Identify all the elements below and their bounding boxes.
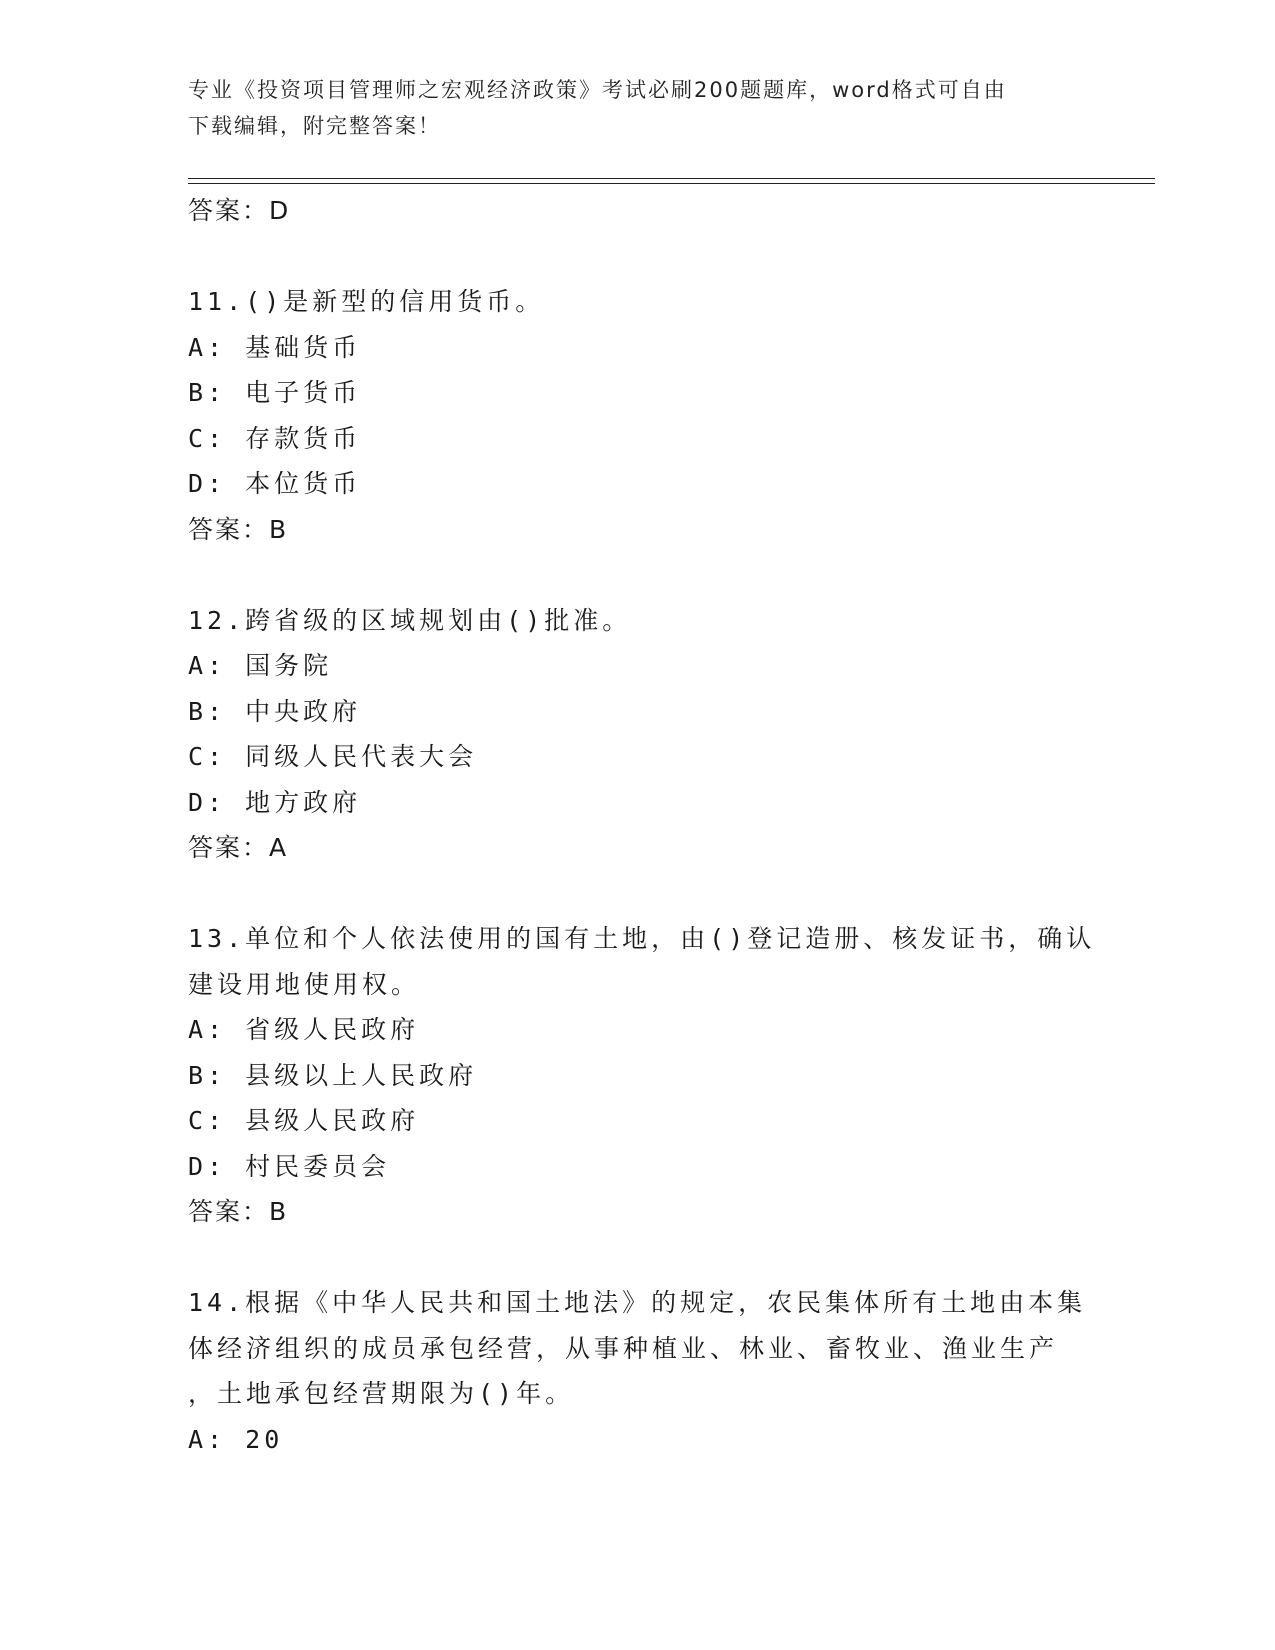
question-text: 14.根据《中华人民共和国土地法》的规定，农民集体所有土地由本集 [188, 1288, 1087, 1317]
header-divider-bottom [188, 183, 1155, 184]
header-divider-top [188, 178, 1155, 179]
option-c: C: 同级人民代表大会 [188, 742, 478, 771]
answer: 答案：B [188, 514, 289, 544]
option-a: A: 省级人民政府 [188, 1015, 420, 1044]
header-line-2: 下载编辑，附完整答案！ [188, 114, 441, 138]
previous-answer: 答案：D [188, 196, 291, 225]
option-d: D: 地方政府 [188, 787, 362, 817]
question-text: 11.()是新型的信用货币。 [188, 287, 545, 316]
question-block [188, 916, 1096, 1235]
option-a: A: 基础货币 [188, 332, 362, 362]
option-b: B: 中央政府 [188, 696, 362, 726]
option-c: C: 县级人民政府 [188, 1106, 420, 1135]
answer: 答案：A [188, 833, 289, 862]
option-a: A: 国务院 [188, 651, 333, 680]
question-block [188, 598, 1088, 871]
option-d: D: 本位货币 [188, 469, 362, 498]
question-text: 13.单位和个人依法使用的国有土地，由()登记造册、核发证书，确认 [188, 924, 1096, 953]
question-block [188, 1280, 1088, 1462]
document-header [188, 72, 1078, 144]
option-b: B: 县级以上人民政府 [188, 1060, 478, 1090]
spacer [188, 871, 1088, 917]
question-text-continued: 体经济组织的成员承包经营，从事种植业、林业、畜牧业、渔业生产 [188, 1333, 1059, 1363]
question-block [188, 279, 1088, 552]
answer: 答案：B [188, 1197, 289, 1226]
option-d: D: 村民委员会 [188, 1151, 391, 1181]
header-line-1: 专业《投资项目管理师之宏观经济政策》考试必刷200题题库，word格式可自由 [188, 78, 1007, 102]
question-text: 12.跨省级的区域规划由()批准。 [188, 605, 632, 635]
option-b: B: 电子货币 [188, 378, 362, 407]
question-text-continued: ，土地承包经营期限为()年。 [188, 1379, 575, 1408]
option-a: A: 20 [188, 1424, 284, 1454]
question-text-continued: 建设用地使用权。 [188, 969, 421, 999]
spacer [188, 1235, 1088, 1281]
spacer [188, 552, 1088, 598]
spacer [188, 234, 1088, 280]
option-c: C: 存款货币 [188, 423, 362, 453]
question-content [188, 188, 1096, 1462]
